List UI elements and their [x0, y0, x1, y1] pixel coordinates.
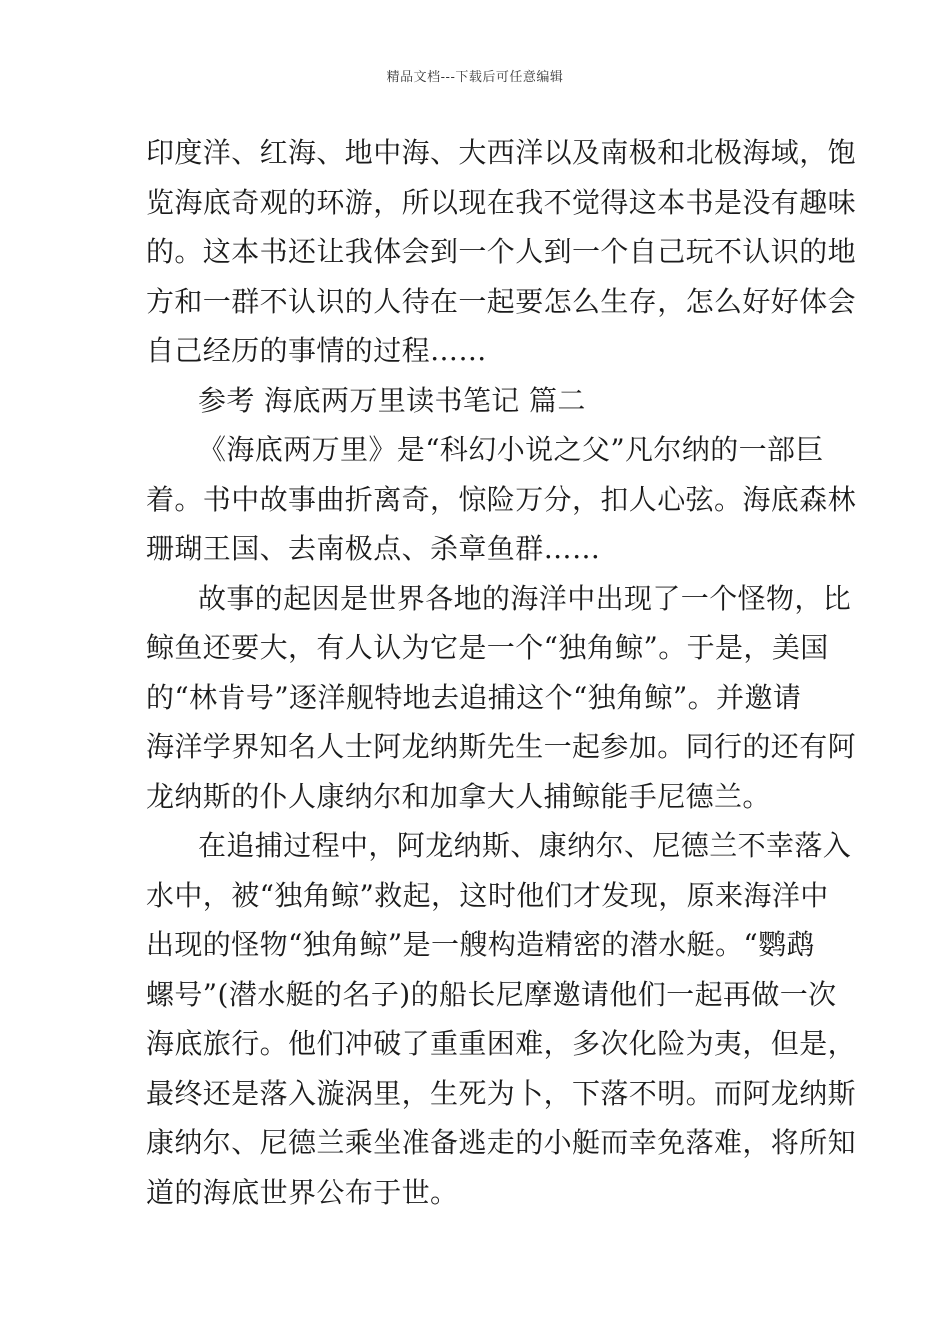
document-body [146, 128, 857, 1217]
text-line: 自己经历的事情的过程…… [146, 334, 487, 367]
text-line: 海底旅行。他们冲破了重重困难，多次化险为夷，但是， [146, 1027, 857, 1060]
text-line: 《海底两万里》是“科幻小说之父”凡尔纳的一部巨 [198, 433, 824, 466]
text-line: 螺号”(潜水艇的名子)的船长尼摩邀请他们一起再做一次 [146, 977, 837, 1011]
text-line: 览海底奇观的环游，所以现在我不觉得这本书是没有趣味 [146, 185, 857, 219]
text-line: 印度洋、红海、地中海、大西洋以及南极和北极海域，饱 [146, 136, 857, 169]
text-line: 道的海底世界公布于世。 [146, 1175, 459, 1209]
section-heading: 参考 海底两万里读书笔记 篇二 [198, 383, 586, 417]
text-line: 水中，被“独角鲸”救起，这时他们才发现，原来海洋中 [146, 878, 829, 912]
text-line: 的“林肯号”逐洋舰特地去追捕这个“独角鲸”。并邀请 [146, 680, 802, 714]
text-line: 着。书中故事曲折离奇，惊险万分，扣人心弦。海底森林 [146, 482, 857, 516]
text-line: 最终还是落入漩涡里，生死为卜，下落不明。而阿龙纳斯 [146, 1076, 857, 1110]
text-line: 的。这本书还让我体会到一个人到一个自己玩不认识的地 [146, 235, 857, 268]
text-line: 故事的起因是世界各地的海洋中出现了一个怪物，比 [198, 581, 852, 615]
text-line: 康纳尔、尼德兰乘坐准备逃走的小艇而幸免落难，将所知 [146, 1126, 857, 1159]
text-line: 在追捕过程中，阿龙纳斯、康纳尔、尼德兰不幸落入 [198, 829, 852, 862]
text-line: 龙纳斯的仆人康纳尔和加拿大人捕鲸能手尼德兰。 [146, 779, 771, 813]
text-line: 方和一群不认识的人待在一起要怎么生存，怎么好好体会 [146, 284, 857, 318]
text-line: 珊瑚王国、去南极点、杀章鱼群…… [146, 532, 601, 565]
text-line: 鲸鱼还要大，有人认为它是一个“独角鲸”。于是，美国 [146, 631, 829, 664]
text-line: 出现的怪物“独角鲸”是一艘构造精密的潜水艇。“鹦鹉 [146, 928, 815, 961]
page-header: 精品文档---下载后可任意编辑 [386, 70, 564, 85]
text-line: 海洋学界知名人士阿龙纳斯先生一起参加。同行的还有阿 [146, 730, 857, 763]
